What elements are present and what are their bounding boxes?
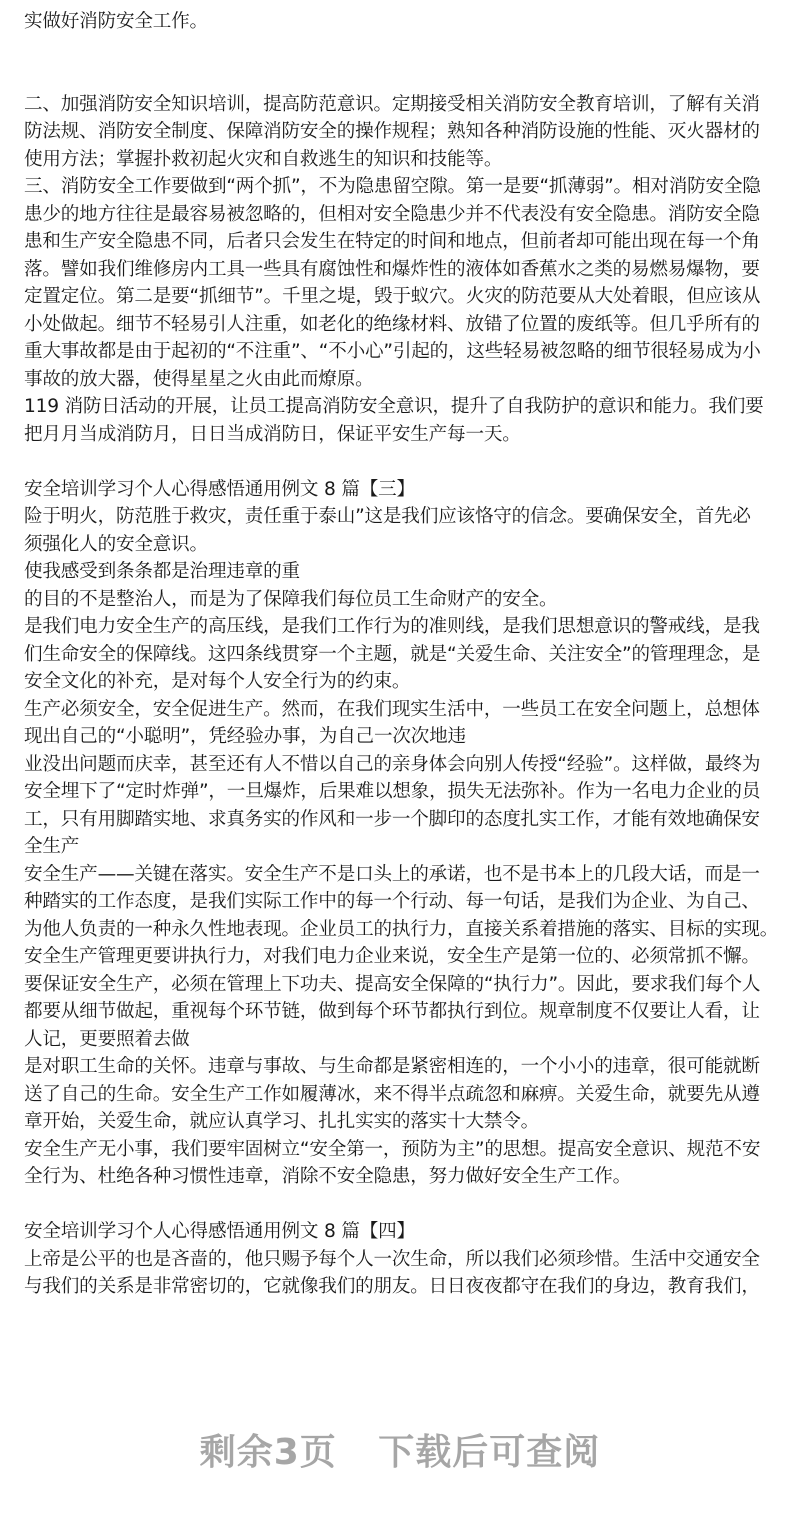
text-line: 事故的放大器，使得星星之火由此而燎原。	[24, 368, 374, 390]
remaining-pages-text: 剩余3页	[199, 1432, 337, 1473]
text-line: 全生产	[24, 836, 80, 857]
text-line: 二、加强消防安全知识培训，提高防范意识。定期接受相关消防安全教育培训，了解有关消	[24, 93, 760, 115]
download-to-read-text: 下载后可查阅	[378, 1432, 601, 1473]
text-line: 为他人负责的一种永久性地表现。企业员工的执行力，直接关系着措施的落实、目标的实现。	[24, 918, 779, 940]
text-line: 业没出问题而庆幸，甚至还有人不惜以自己的亲身体会向别人传授“经验”。这样做，最终为	[24, 753, 761, 775]
text-line: 险于明火，防范胜于救灾，责任重于泰山”这是我们应该恪守的信念。要确保安全，首先必	[24, 506, 751, 527]
text-line: 防法规、消防安全制度、保障消防安全的操作规程；熟知各种消防设施的性能、灭火器材的	[24, 121, 760, 142]
text-line: 们生命安全的保障线。这四条线贯穿一个主题，就是“关爱生命、关注安全”的管理理念，是	[24, 643, 761, 665]
text-line: 种踏实的工作态度，是我们实际工作中的每一个行动、每一句话，是我们为企业、为自己、	[24, 891, 760, 912]
text-line: 的目的不是整治人，而是为了保障我们每位员工生命财产的安全。	[24, 588, 558, 610]
text-line: 安全生产管理更要讲执行力，对我们电力企业来说，安全生产是第一位的、必须常抓不懈。	[24, 946, 760, 967]
text-line: 安全生产——关键在落实。安全生产不是口头上的承诺，也不是书本上的几段大话，而是一	[24, 863, 760, 885]
text-line: 要保证安全生产，必须在管理上下功夫、提高安全保障的“执行力”。因此，要求我们每个人	[24, 973, 761, 995]
text-line: 患少的地方往往是最容易被忽略的，但相对安全隐患少并不代表没有安全隐患。消防安全隐	[24, 203, 760, 225]
text-line: 落。譬如我们维修房内工具一些具有腐蚀性和爆炸性的液体如香蕉水之类的易燃易爆物，要	[24, 258, 760, 280]
text-line: 实做好消防安全工作。	[24, 11, 208, 32]
text-line: 须强化人的安全意识。	[24, 533, 208, 555]
text-line: 小处做起。细节不轻易引人注重，如老化的绝缘材料、放错了位置的废纸等。但几乎所有的	[24, 313, 760, 335]
text-line: 安全文化的补充，是对每个人安全行为的约束。	[24, 671, 411, 692]
text-line: 使用方法；掌握扑救初起火灾和自救逃生的知识和技能等。	[24, 148, 503, 170]
text-line: 三、消防安全工作要做到“两个抓”，不为隐患留空隙。第一是要“抓薄弱”。相对消防安全隐	[24, 176, 761, 197]
text-line: 使我感受到条条都是治理违章的重	[24, 561, 300, 582]
text-line: 生产必须安全，安全促进生产。然而，在我们现实生活中，一些员工在安全问题上，总想体	[24, 698, 760, 720]
section-heading: 安全培训学习个人心得感悟通用例文 8 篇【三】	[24, 478, 415, 500]
text-line: 工，只有用脚踏实地、求真务实的作风和一步一个脚印的态度扎实工作，才能有效地确保安	[24, 808, 760, 830]
text-line: 重大事故都是由于起初的“不注重”、“不小心”引起的，这些轻易被忽略的细节很轻易成为小	[24, 341, 761, 362]
text-line: 患和生产安全隐患不同，后者只会发生在特定的时间和地点，但前者却可能出现在每一个角	[24, 231, 760, 252]
section-heading: 安全培训学习个人心得感悟通用例文 8 篇【四】	[24, 1221, 415, 1242]
text-line: 章开始，关爱生命，就应认真学习、扎扎实实的落实十大禁令。	[24, 1111, 540, 1132]
text-line: 全行为、杜绝各种习惯性违章，消除不安全隐患，努力做好安全生产工作。	[24, 1166, 631, 1187]
text-line: 把月月当成消防月，日日当成消防日，保证平安生产每一天。	[24, 423, 521, 445]
text-line: 都要从细节做起，重视每个环节链，做到每个环节都执行到位。规章制度不仅要让人看，让	[24, 1001, 760, 1022]
text-line: 是我们电力安全生产的高压线，是我们工作行为的准则线，是我们思想意识的警戒线，是我	[24, 616, 760, 637]
text-line: 是对职工生命的关怀。违章与事故、与生命都是紧密相连的，一个小小的违章，很可能就断	[24, 1056, 760, 1077]
text-line: 119 消防日活动的开展，让员工提高消防安全意识，提升了自我防护的意识和能力。我们要	[24, 396, 764, 417]
text-line: 安全生产无小事，我们要牢固树立“安全第一，预防为主”的思想。提高安全意识、规范不安	[24, 1138, 761, 1160]
text-line: 定置定位。第二是要“抓细节”。千里之堤，毁于蚁穴。火灾的防范要从大处着眼，但应该从	[24, 286, 761, 307]
download-prompt[interactable]	[0, 1424, 800, 1475]
text-line: 安全埋下了“定时炸弹”，一旦爆炸，后果难以想象，损失无法弥补。作为一名电力企业的员	[24, 781, 761, 802]
text-line: 送了自己的生命。安全生产工作如履薄冰，来不得半点疏忽和麻痹。关爱生命，就要先从遵	[24, 1083, 760, 1105]
text-line: 与我们的关系是非常密切的，它就像我们的朋友。日日夜夜都守在我们的身边，教育我们，	[24, 1276, 760, 1297]
text-line: 人记，更要照着去做	[24, 1028, 190, 1050]
text-line: 上帝是公平的也是吝啬的，他只赐予每个人一次生命，所以我们必须珍惜。生活中交通安全	[24, 1248, 760, 1270]
text-line: 现出自己的“小聪明”，凭经验办事，为自己一次次地违	[24, 726, 466, 747]
